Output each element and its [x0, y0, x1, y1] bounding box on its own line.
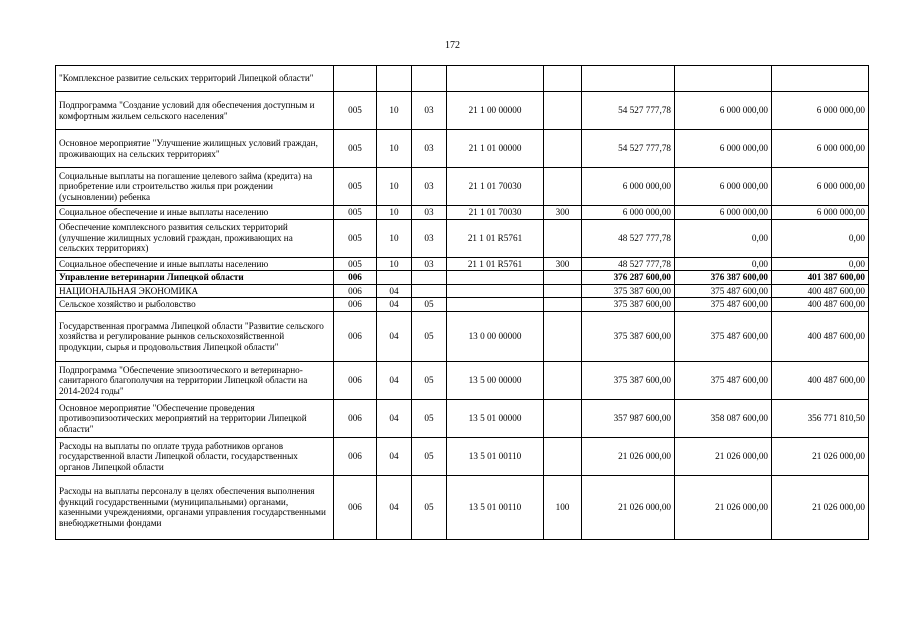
row-name-cell: Основное мероприятие "Улучшение жилищных условий граждан, проживающих на сельских территориях": [56, 130, 334, 168]
amount-year2-cell: 375 487 600,00: [675, 311, 772, 361]
expense-kind-cell: 300: [544, 257, 582, 271]
section-code-cell: 04: [377, 311, 412, 361]
amount-year1-cell: 21 026 000,00: [582, 437, 675, 475]
section-code-cell: 10: [377, 257, 412, 271]
section-code-cell: 10: [377, 206, 412, 220]
expense-kind-cell: [544, 399, 582, 437]
amount-year1-cell: 357 987 600,00: [582, 399, 675, 437]
target-article-cell: [447, 284, 544, 298]
row-name-cell: Государственная программа Липецкой области "Развитие сельского хозяйства и регулирование рынков сельскохозяйственной продукции, сырья и продовольствия Липецкой области": [56, 311, 334, 361]
section-code-cell: 04: [377, 475, 412, 539]
amount-year2-cell: 21 026 000,00: [675, 475, 772, 539]
expense-kind-cell: [544, 311, 582, 361]
expense-kind-cell: [544, 437, 582, 475]
ministry-code-cell: 006: [334, 437, 377, 475]
amount-year3-cell: 21 026 000,00: [772, 475, 869, 539]
row-name-cell: Социальное обеспечение и иные выплаты населению: [56, 206, 334, 220]
amount-year1-cell: 375 387 600,00: [582, 298, 675, 312]
amount-year1-cell: 54 527 777,78: [582, 92, 675, 130]
subsection-code-cell: 05: [412, 361, 447, 399]
ministry-code-cell: 005: [334, 130, 377, 168]
target-article-cell: [447, 66, 544, 92]
target-article-cell: [447, 298, 544, 312]
subsection-code-cell: 05: [412, 399, 447, 437]
ministry-code-cell: 005: [334, 206, 377, 220]
target-article-cell: 13 0 00 00000: [447, 311, 544, 361]
table-row: [56, 284, 869, 298]
ministry-code-cell: 006: [334, 361, 377, 399]
amount-year3-cell: 400 487 600,00: [772, 311, 869, 361]
amount-year1-cell: 21 026 000,00: [582, 475, 675, 539]
table-row: [56, 168, 869, 206]
row-name-cell: Социальное обеспечение и иные выплаты населению: [56, 257, 334, 271]
row-name-cell: Сельское хозяйство и рыболовство: [56, 298, 334, 312]
section-code-cell: [377, 66, 412, 92]
subsection-code-cell: [412, 284, 447, 298]
subsection-code-cell: 03: [412, 92, 447, 130]
section-code-cell: 10: [377, 92, 412, 130]
amount-year3-cell: 356 771 810,50: [772, 399, 869, 437]
subsection-code-cell: 03: [412, 257, 447, 271]
expense-kind-cell: [544, 219, 582, 257]
target-article-cell: 21 1 01 70030: [447, 168, 544, 206]
amount-year3-cell: 401 387 600,00: [772, 271, 869, 285]
target-article-cell: [447, 271, 544, 285]
ministry-code-cell: 006: [334, 271, 377, 285]
amount-year1-cell: 48 527 777,78: [582, 219, 675, 257]
table-row: [56, 298, 869, 312]
target-article-cell: 13 5 00 00000: [447, 361, 544, 399]
amount-year3-cell: 0,00: [772, 219, 869, 257]
amount-year2-cell: 0,00: [675, 219, 772, 257]
amount-year1-cell: 6 000 000,00: [582, 168, 675, 206]
amount-year3-cell: 6 000 000,00: [772, 206, 869, 220]
section-code-cell: 04: [377, 437, 412, 475]
amount-year3-cell: [772, 66, 869, 92]
amount-year1-cell: 375 387 600,00: [582, 361, 675, 399]
ministry-code-cell: 006: [334, 475, 377, 539]
subsection-code-cell: [412, 271, 447, 285]
budget-table: [55, 65, 869, 540]
expense-kind-cell: [544, 168, 582, 206]
table-row: [56, 437, 869, 475]
expense-kind-cell: [544, 361, 582, 399]
row-name-cell: Подпрограмма "Обеспечение эпизоотического и ветеринарно-санитарного благополучия на территории Липецкой области на 2014-2024 годы": [56, 361, 334, 399]
ministry-code-cell: [334, 66, 377, 92]
amount-year3-cell: 400 487 600,00: [772, 284, 869, 298]
row-name-cell: Основное мероприятие "Обеспечение проведения противоэпизоотических мероприятий на территории Липецкой области": [56, 399, 334, 437]
expense-kind-cell: [544, 66, 582, 92]
table-row: [56, 257, 869, 271]
ministry-code-cell: 005: [334, 92, 377, 130]
ministry-code-cell: 006: [334, 311, 377, 361]
table-row: [56, 219, 869, 257]
section-code-cell: 04: [377, 298, 412, 312]
section-code-cell: 10: [377, 168, 412, 206]
section-code-cell: [377, 271, 412, 285]
subsection-code-cell: 03: [412, 168, 447, 206]
row-name-cell: Расходы на выплаты по оплате труда работников органов государственной власти Липецкой области, государственных органов Липецкой области: [56, 437, 334, 475]
target-article-cell: 21 1 01 00000: [447, 130, 544, 168]
subsection-code-cell: 03: [412, 219, 447, 257]
amount-year1-cell: 6 000 000,00: [582, 206, 675, 220]
row-name-cell: Обеспечение комплексного развития сельских территорий (улучшение жилищных условий граждан, проживающих на сельских территориях): [56, 219, 334, 257]
amount-year3-cell: 0,00: [772, 257, 869, 271]
row-name-cell: Управление ветеринарии Липецкой области: [56, 271, 334, 285]
expense-kind-cell: 100: [544, 475, 582, 539]
amount-year1-cell: [582, 66, 675, 92]
amount-year2-cell: 375 487 600,00: [675, 298, 772, 312]
amount-year3-cell: 400 487 600,00: [772, 298, 869, 312]
amount-year3-cell: 6 000 000,00: [772, 92, 869, 130]
expense-kind-cell: [544, 130, 582, 168]
target-article-cell: 21 1 00 00000: [447, 92, 544, 130]
amount-year2-cell: 375 487 600,00: [675, 284, 772, 298]
amount-year3-cell: 21 026 000,00: [772, 437, 869, 475]
amount-year2-cell: 6 000 000,00: [675, 206, 772, 220]
target-article-cell: 13 5 01 00110: [447, 475, 544, 539]
section-code-cell: 04: [377, 361, 412, 399]
subsection-code-cell: 05: [412, 437, 447, 475]
subsection-code-cell: 05: [412, 475, 447, 539]
amount-year2-cell: 21 026 000,00: [675, 437, 772, 475]
ministry-code-cell: 006: [334, 284, 377, 298]
table-row: [56, 361, 869, 399]
amount-year2-cell: 6 000 000,00: [675, 92, 772, 130]
amount-year2-cell: [675, 66, 772, 92]
amount-year2-cell: 375 487 600,00: [675, 361, 772, 399]
amount-year3-cell: 6 000 000,00: [772, 130, 869, 168]
ministry-code-cell: 006: [334, 399, 377, 437]
row-name-cell: Социальные выплаты на погашение целевого займа (кредита) на приобретение или строительство жилья при рождении (усыновлении) ребенка: [56, 168, 334, 206]
amount-year3-cell: 400 487 600,00: [772, 361, 869, 399]
amount-year1-cell: 54 527 777,78: [582, 130, 675, 168]
subsection-code-cell: 03: [412, 206, 447, 220]
table-row: [56, 271, 869, 285]
target-article-cell: 21 1 01 R5761: [447, 219, 544, 257]
subsection-code-cell: [412, 66, 447, 92]
amount-year1-cell: 375 387 600,00: [582, 311, 675, 361]
amount-year1-cell: 48 527 777,78: [582, 257, 675, 271]
target-article-cell: 21 1 01 R5761: [447, 257, 544, 271]
row-name-cell: Подпрограмма "Создание условий для обеспечения доступным и комфортным жильем сельского населения": [56, 92, 334, 130]
amount-year2-cell: 376 387 600,00: [675, 271, 772, 285]
expense-kind-cell: [544, 284, 582, 298]
table-row: [56, 475, 869, 539]
expense-kind-cell: 300: [544, 206, 582, 220]
row-name-cell: Расходы на выплаты персоналу в целях обеспечения выполнения функций государственными (муниципальными) органами, казенными учреждениями, органами управления государственными внебюджетными фондами: [56, 475, 334, 539]
row-name-cell: НАЦИОНАЛЬНАЯ ЭКОНОМИКА: [56, 284, 334, 298]
amount-year1-cell: 376 287 600,00: [582, 271, 675, 285]
expense-kind-cell: [544, 271, 582, 285]
amount-year2-cell: 0,00: [675, 257, 772, 271]
expense-kind-cell: [544, 92, 582, 130]
amount-year3-cell: 6 000 000,00: [772, 168, 869, 206]
amount-year2-cell: 6 000 000,00: [675, 130, 772, 168]
page-number: 172: [445, 40, 460, 51]
ministry-code-cell: 005: [334, 257, 377, 271]
ministry-code-cell: 006: [334, 298, 377, 312]
subsection-code-cell: 05: [412, 298, 447, 312]
amount-year2-cell: 6 000 000,00: [675, 168, 772, 206]
ministry-code-cell: 005: [334, 168, 377, 206]
table-row: [56, 92, 869, 130]
subsection-code-cell: 03: [412, 130, 447, 168]
ministry-code-cell: 005: [334, 219, 377, 257]
section-code-cell: 04: [377, 399, 412, 437]
target-article-cell: 21 1 01 70030: [447, 206, 544, 220]
expense-kind-cell: [544, 298, 582, 312]
table-row: [56, 311, 869, 361]
target-article-cell: 13 5 01 00110: [447, 437, 544, 475]
section-code-cell: 10: [377, 130, 412, 168]
section-code-cell: 04: [377, 284, 412, 298]
amount-year1-cell: 375 387 600,00: [582, 284, 675, 298]
table-row: [56, 399, 869, 437]
amount-year2-cell: 358 087 600,00: [675, 399, 772, 437]
table-row: [56, 206, 869, 220]
table-row: [56, 66, 869, 92]
target-article-cell: 13 5 01 00000: [447, 399, 544, 437]
table-row: [56, 130, 869, 168]
row-name-cell: "Комплексное развитие сельских территорий Липецкой области": [56, 66, 334, 92]
table-body: [56, 66, 869, 540]
subsection-code-cell: 05: [412, 311, 447, 361]
section-code-cell: 10: [377, 219, 412, 257]
